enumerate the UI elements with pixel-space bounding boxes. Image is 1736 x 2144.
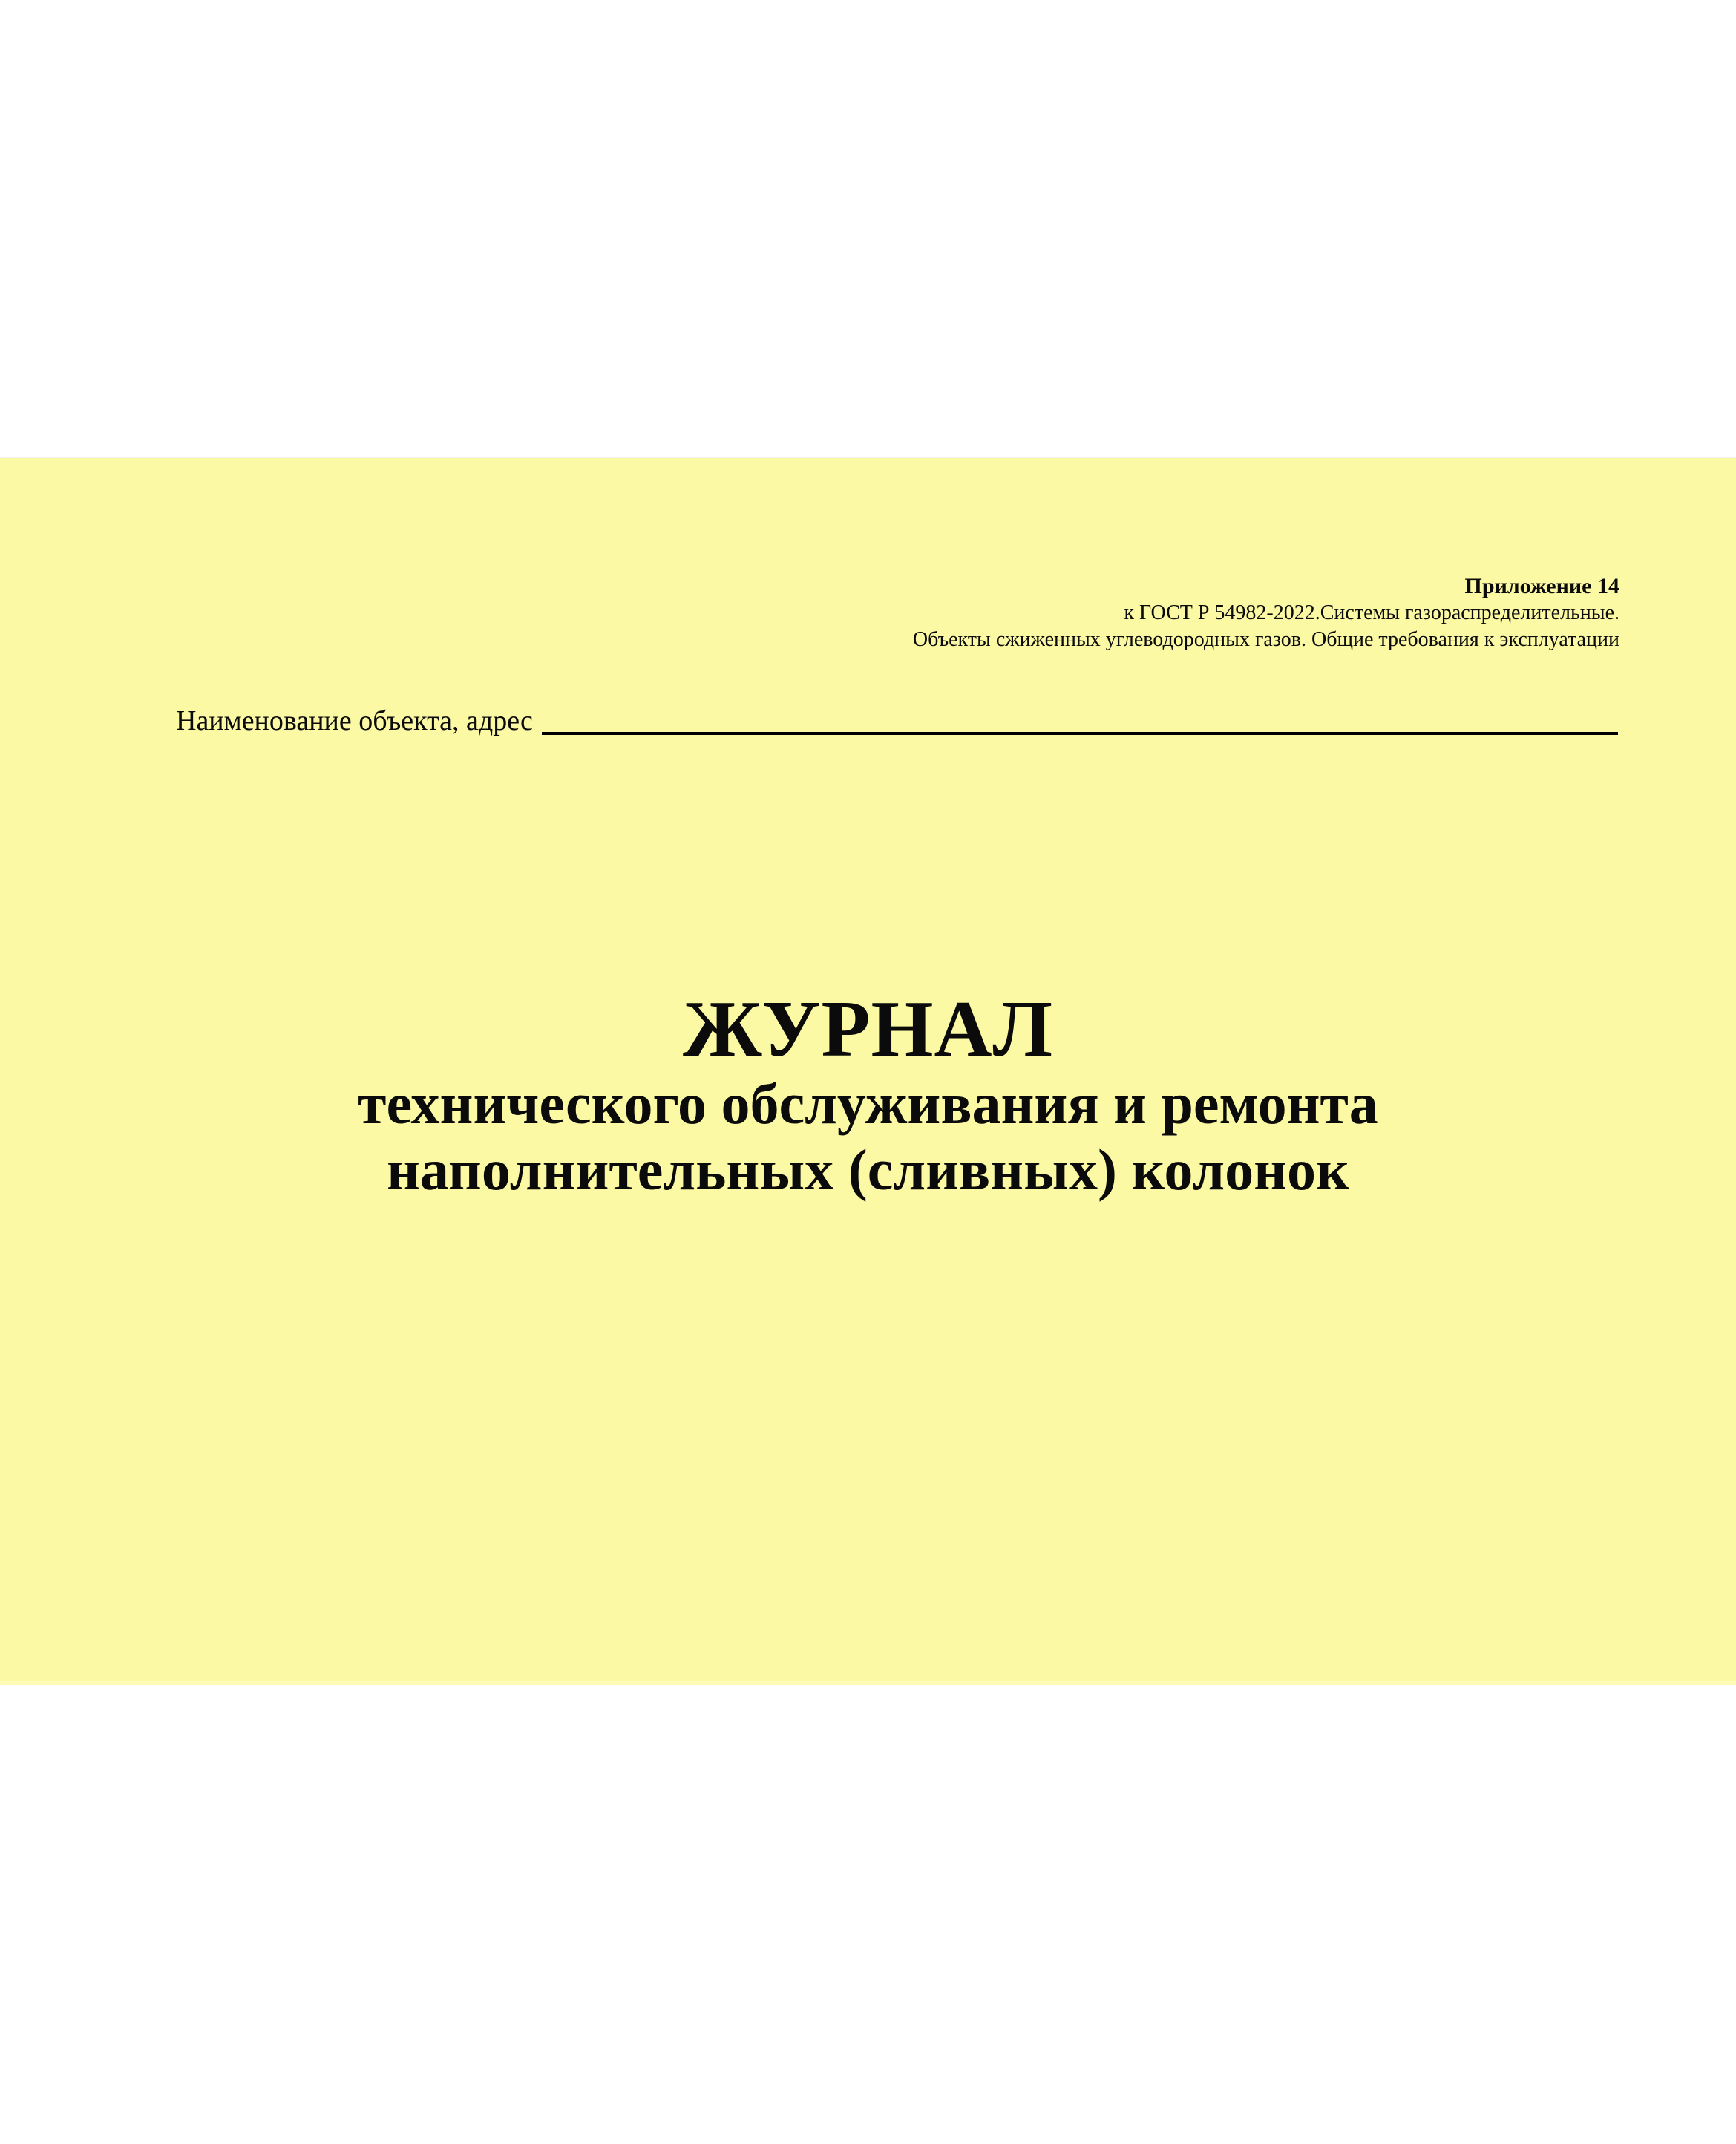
gost-reference-line: к ГОСТ Р 54982-2022.Системы газораспределительные. <box>1124 601 1619 624</box>
title-block <box>0 985 1736 1203</box>
appendix-reference-block <box>913 573 1619 653</box>
cover-sheet <box>0 457 1736 1685</box>
object-name-label: Наименование объекта, адрес <box>176 705 533 736</box>
object-name-row <box>176 702 1618 739</box>
object-name-blank-line <box>542 702 1618 735</box>
journal-subtitle-line2: наполнительных (сливных) колонок <box>386 1137 1350 1202</box>
appendix-number: Приложение 14 <box>1464 574 1619 598</box>
journal-subtitle-line1: технического обслуживания и ремонта <box>358 1071 1378 1136</box>
gost-reference-subtitle: Объекты сжиженных углеводородных газов. Общие требования к эксплуатации <box>912 628 1619 651</box>
journal-title: ЖУРНАЛ <box>683 985 1053 1073</box>
